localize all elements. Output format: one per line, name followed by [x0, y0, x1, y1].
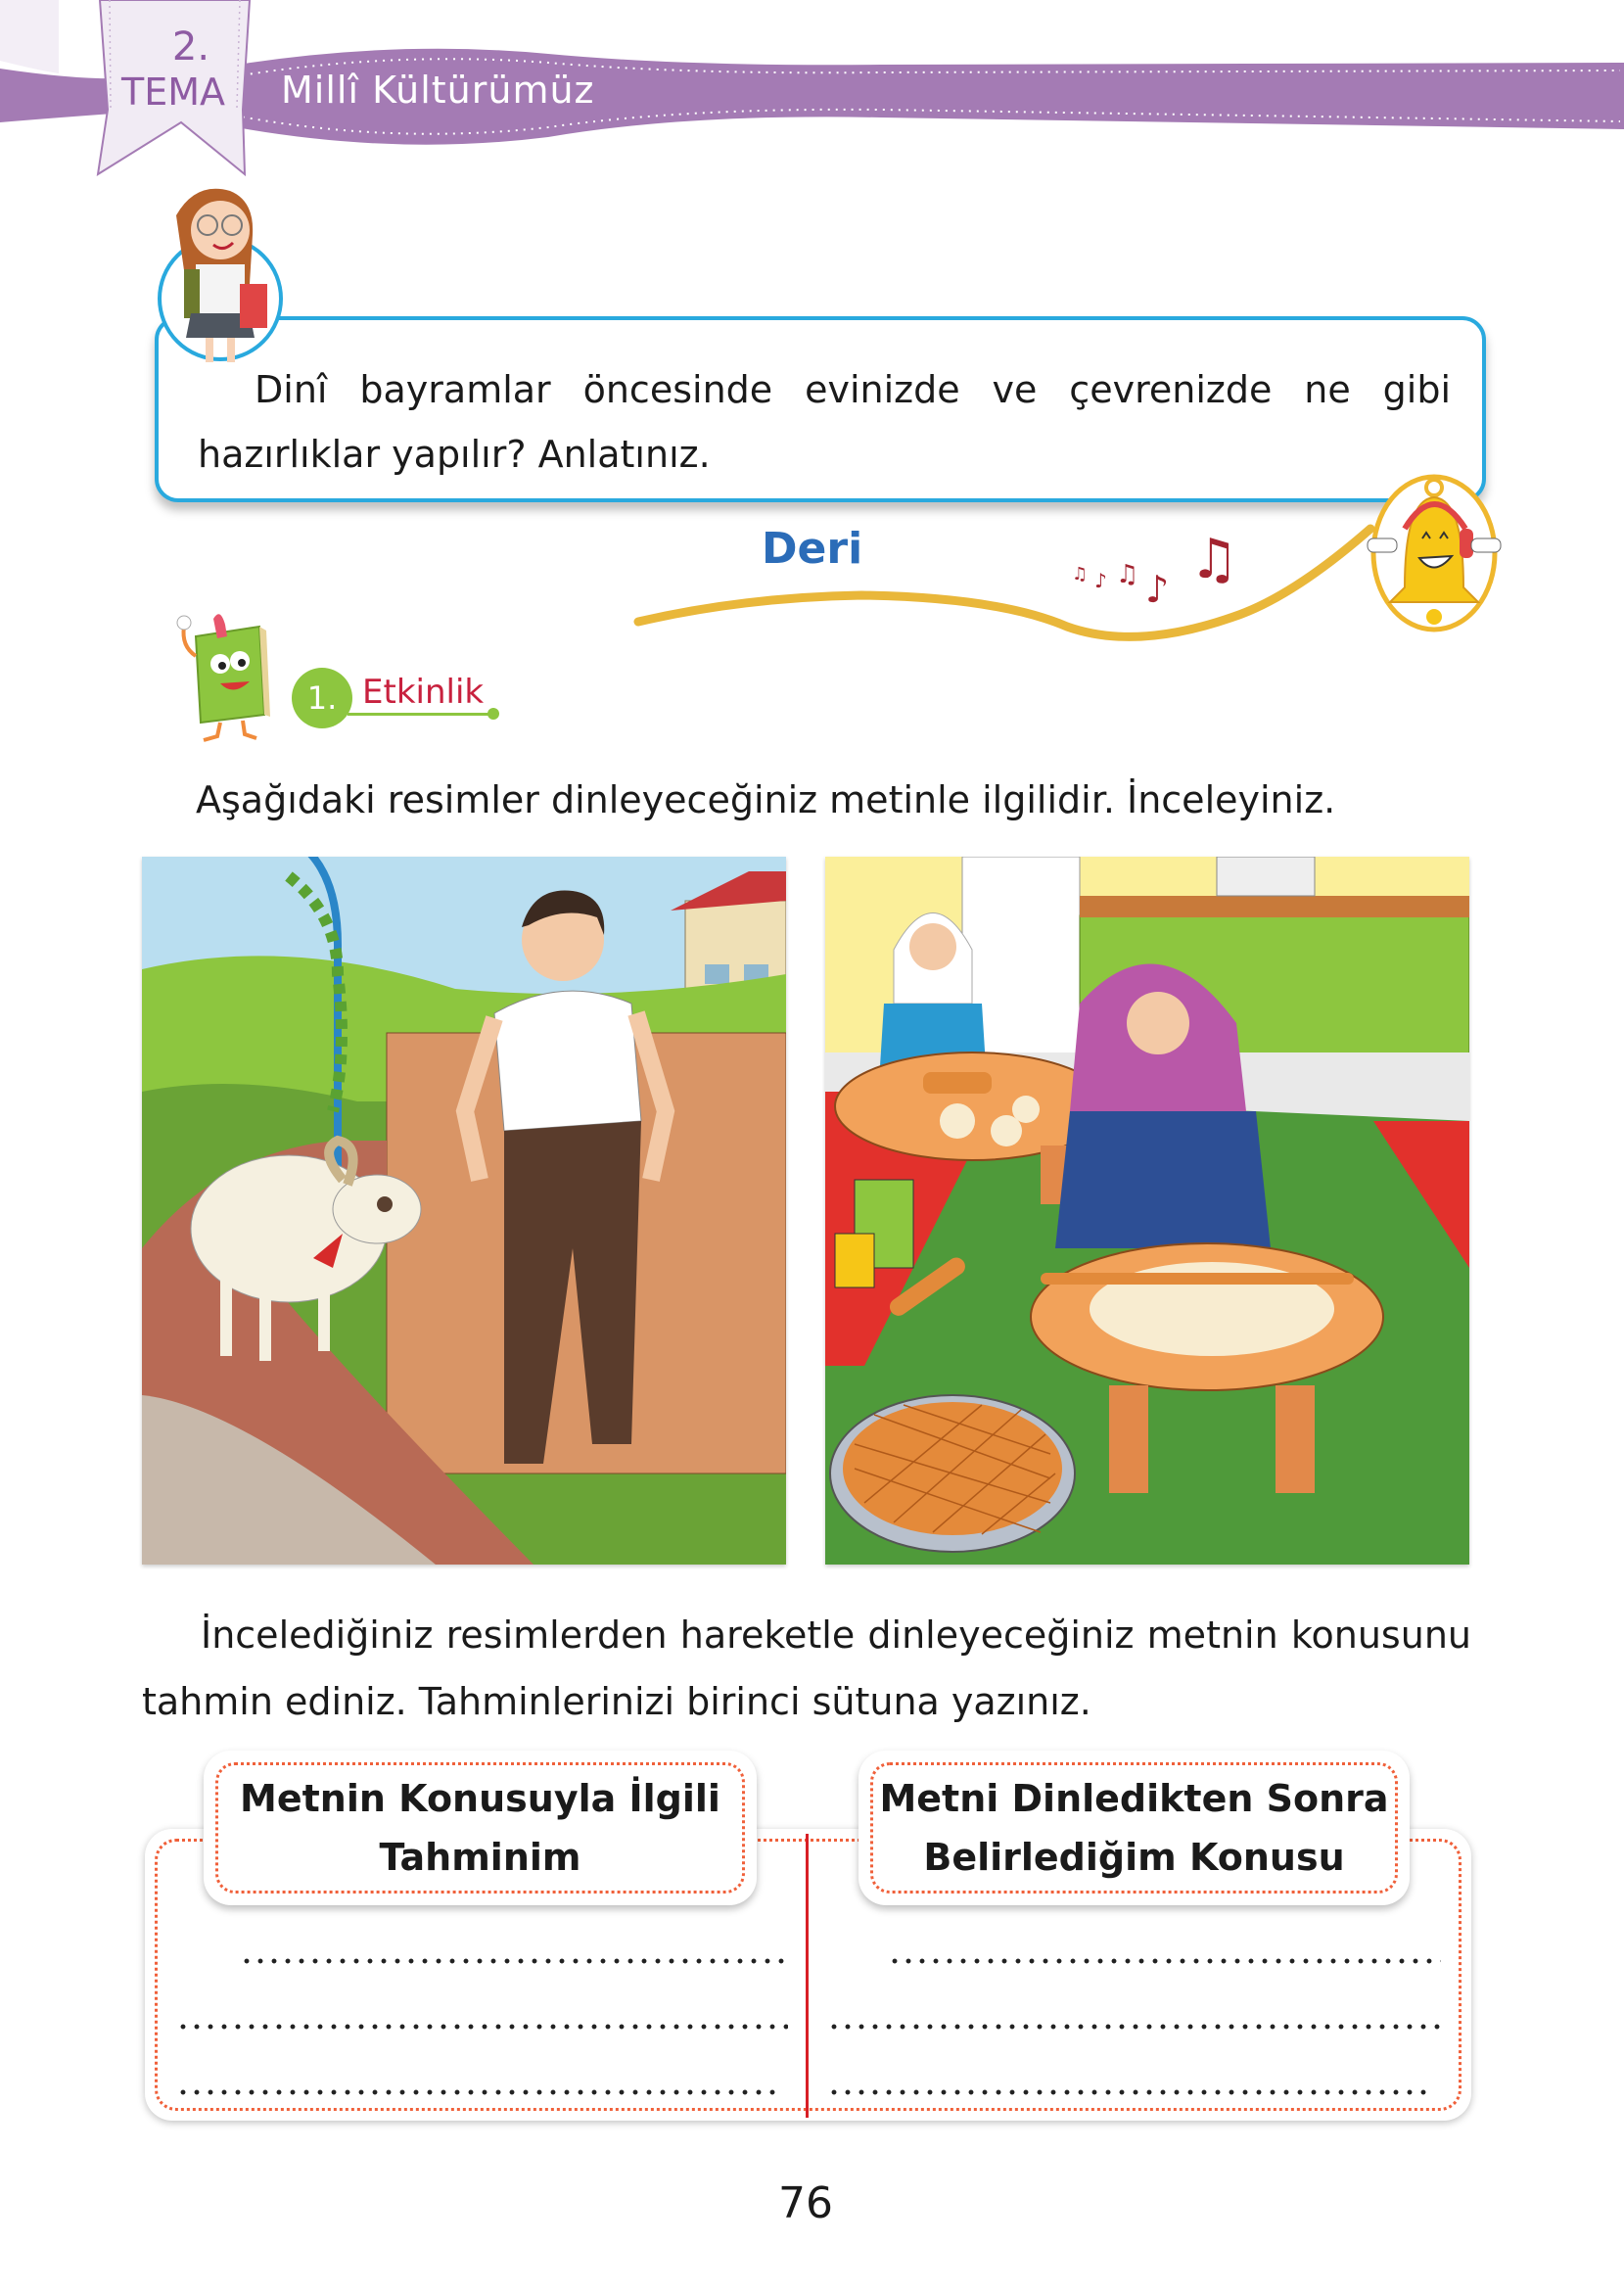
activity-underline-end-dot — [487, 708, 499, 720]
answer-line-left-3[interactable] — [176, 2089, 775, 2095]
book-mascot-icon — [166, 607, 294, 744]
banner-ribbon-shape — [0, 0, 1624, 186]
answer-line-right-1[interactable] — [888, 1958, 1441, 1964]
instruction-text-2: İncelediğiniz resimlerden hareketle dinleyeceğiniz metnin konusunu tahmin ediniz. Tahminlerinizi birinci sütuna yazınız. — [142, 1613, 1471, 1723]
women-baking-illustration — [825, 857, 1469, 1565]
activity-label: Etkinlik — [362, 673, 485, 712]
instruction-text-1: Aşağıdaki resimler dinleyeceğiniz metinle ilgilidir. İnceleyiniz. — [196, 778, 1336, 821]
theme-title: Millî Kültürümüz — [281, 69, 595, 112]
man-with-ram-illustration — [142, 857, 786, 1565]
column-header-determined-line2: Belirlediğim Konusu — [923, 1836, 1345, 1879]
answer-line-right-3[interactable] — [827, 2089, 1429, 2095]
column-header-determined-line1: Metni Dinledikten Sonra — [879, 1777, 1389, 1820]
svg-text:♫: ♫ — [1189, 528, 1239, 591]
svg-text:♪: ♪ — [1145, 568, 1170, 611]
column-header-prediction-line1: Metnin Konusuyla İlgili — [240, 1777, 720, 1820]
column-header-determined-topic — [858, 1751, 1410, 1905]
answer-line-right-2[interactable] — [827, 2024, 1441, 2030]
theme-label: TEMA — [120, 70, 225, 114]
prompt-text: Dinî bayramlar öncesinde evinizde ve çevrenizde ne gibi hazırlıklar yapılır? Anlatınız. — [198, 368, 1451, 476]
activity-number-badge: 1. — [292, 668, 352, 728]
svg-text:♫: ♫ — [1072, 564, 1089, 584]
activity-heading — [166, 607, 499, 744]
prompt-bubble — [155, 316, 1486, 502]
answer-line-left-1[interactable] — [240, 1958, 788, 1964]
column-header-prediction-line2: Tahminim — [379, 1836, 581, 1879]
bell-mascot-icon — [1356, 470, 1512, 646]
theme-banner — [0, 0, 1624, 186]
page-number: 76 — [778, 2178, 833, 2228]
student-girl-avatar — [137, 176, 294, 372]
svg-text:♫: ♫ — [1116, 560, 1139, 589]
column-header-prediction — [204, 1751, 757, 1905]
answer-line-left-2[interactable] — [176, 2024, 788, 2030]
listening-text-title: Deri — [762, 524, 863, 574]
column-divider — [806, 1834, 809, 2118]
svg-text:♪: ♪ — [1094, 569, 1107, 592]
music-notes-icon — [1072, 528, 1238, 611]
theme-number: 2. — [171, 24, 210, 70]
activity-underline — [348, 713, 492, 716]
